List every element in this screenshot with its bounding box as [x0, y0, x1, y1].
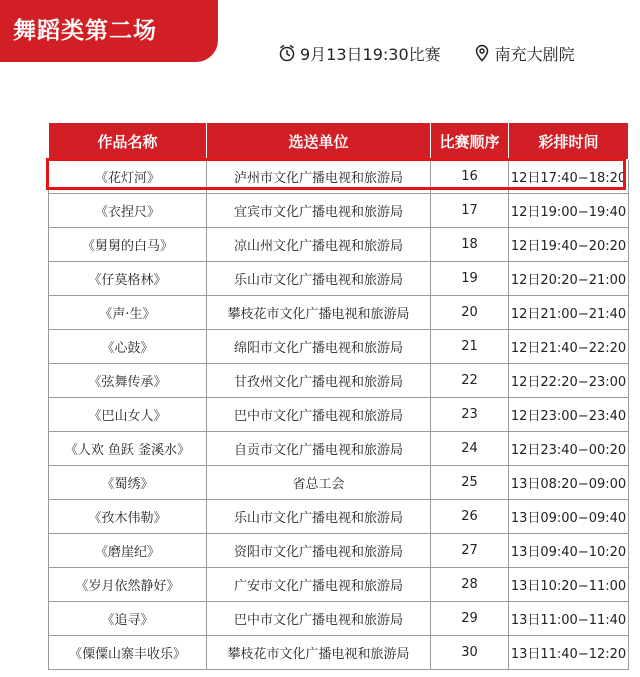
cell-work: 《巴山女人》 [49, 398, 207, 432]
cell-unit: 攀枝花市文化广播电视和旅游局 [207, 296, 431, 330]
cell-rehearsal: 13日09:00−09:40 [509, 500, 629, 534]
cell-order: 20 [431, 296, 509, 330]
cell-work: 《舅舅的白马》 [49, 228, 207, 262]
cell-order: 19 [431, 262, 509, 296]
table-row [49, 330, 629, 364]
cell-unit: 广安市文化广播电视和旅游局 [207, 568, 431, 602]
cell-work: 《心鼓》 [49, 330, 207, 364]
cell-rehearsal: 12日21:00−21:40 [509, 296, 629, 330]
cell-work: 《仔莫格林》 [49, 262, 207, 296]
cell-rehearsal: 12日17:40−18:20 [509, 160, 629, 194]
cell-order: 18 [431, 228, 509, 262]
cell-rehearsal: 12日19:40−20:20 [509, 228, 629, 262]
cell-unit: 省总工会 [207, 466, 431, 500]
cell-order: 25 [431, 466, 509, 500]
table-row [49, 262, 629, 296]
table-row [49, 500, 629, 534]
cell-unit: 凉山州文化广播电视和旅游局 [207, 228, 431, 262]
cell-rehearsal: 12日20:20−21:00 [509, 262, 629, 296]
event-venue: 南充大剧院 [494, 44, 575, 64]
cell-rehearsal: 12日19:00−19:40 [509, 194, 629, 228]
location-pin-icon [473, 44, 491, 62]
section-title: 舞蹈类第二场 [0, 0, 218, 62]
cell-work: 《弦舞传承》 [49, 364, 207, 398]
cell-rehearsal: 12日22:20−23:00 [509, 364, 629, 398]
table-row [49, 398, 629, 432]
cell-work: 《傈僳山寨丰收乐》 [49, 636, 207, 670]
cell-order: 29 [431, 602, 509, 636]
clock-icon [278, 44, 296, 62]
cell-work: 《声·生》 [49, 296, 207, 330]
table-row [49, 602, 629, 636]
cell-work: 《追寻》 [49, 602, 207, 636]
cell-work: 《蜀绣》 [49, 466, 207, 500]
table-row [49, 636, 629, 670]
cell-unit: 乐山市文化广播电视和旅游局 [207, 500, 431, 534]
column-header-rehearsal: 彩排时间 [509, 123, 629, 160]
table-row [49, 296, 629, 330]
cell-order: 30 [431, 636, 509, 670]
cell-rehearsal: 13日11:40−12:20 [509, 636, 629, 670]
cell-unit: 巴中市文化广播电视和旅游局 [207, 602, 431, 636]
table-row [49, 534, 629, 568]
table-row [49, 364, 629, 398]
column-header-work: 作品名称 [49, 123, 207, 160]
schedule-table-container [48, 122, 628, 670]
cell-order: 24 [431, 432, 509, 466]
cell-unit: 攀枝花市文化广播电视和旅游局 [207, 636, 431, 670]
cell-work: 《人欢 鱼跃 釜溪水》 [49, 432, 207, 466]
table-header-row [49, 123, 629, 160]
cell-rehearsal: 13日08:20−09:00 [509, 466, 629, 500]
cell-work: 《岁月依然静好》 [49, 568, 207, 602]
event-date-time: 9月13日19:30比赛 [300, 44, 441, 64]
cell-order: 16 [431, 160, 509, 194]
table-row [49, 466, 629, 500]
cell-order: 26 [431, 500, 509, 534]
cell-unit: 乐山市文化广播电视和旅游局 [207, 262, 431, 296]
table-row [49, 228, 629, 262]
table-row [49, 194, 629, 228]
cell-unit: 绵阳市文化广播电视和旅游局 [207, 330, 431, 364]
cell-unit: 自贡市文化广播电视和旅游局 [207, 432, 431, 466]
cell-work: 《孜木伟勒》 [49, 500, 207, 534]
cell-rehearsal: 12日21:40−22:20 [509, 330, 629, 364]
cell-unit: 资阳市文化广播电视和旅游局 [207, 534, 431, 568]
cell-order: 21 [431, 330, 509, 364]
event-info [278, 40, 575, 66]
cell-order: 17 [431, 194, 509, 228]
table-row [49, 432, 629, 466]
cell-order: 23 [431, 398, 509, 432]
cell-rehearsal: 13日10:20−11:00 [509, 568, 629, 602]
cell-work: 《衣捏尺》 [49, 194, 207, 228]
cell-rehearsal: 13日11:00−11:40 [509, 602, 629, 636]
cell-rehearsal: 12日23:00−23:40 [509, 398, 629, 432]
cell-unit: 泸州市文化广播电视和旅游局 [207, 160, 431, 194]
cell-rehearsal: 13日09:40−10:20 [509, 534, 629, 568]
cell-unit: 甘孜州文化广播电视和旅游局 [207, 364, 431, 398]
column-header-order: 比赛顺序 [431, 123, 509, 160]
cell-rehearsal: 12日23:40−00:20 [509, 432, 629, 466]
table-row [49, 160, 629, 194]
schedule-table [48, 122, 629, 670]
cell-unit: 宜宾市文化广播电视和旅游局 [207, 194, 431, 228]
table-row [49, 568, 629, 602]
cell-order: 28 [431, 568, 509, 602]
cell-work: 《花灯河》 [49, 160, 207, 194]
cell-order: 22 [431, 364, 509, 398]
cell-work: 《磨崖纪》 [49, 534, 207, 568]
cell-unit: 巴中市文化广播电视和旅游局 [207, 398, 431, 432]
cell-order: 27 [431, 534, 509, 568]
column-header-unit: 选送单位 [207, 123, 431, 160]
